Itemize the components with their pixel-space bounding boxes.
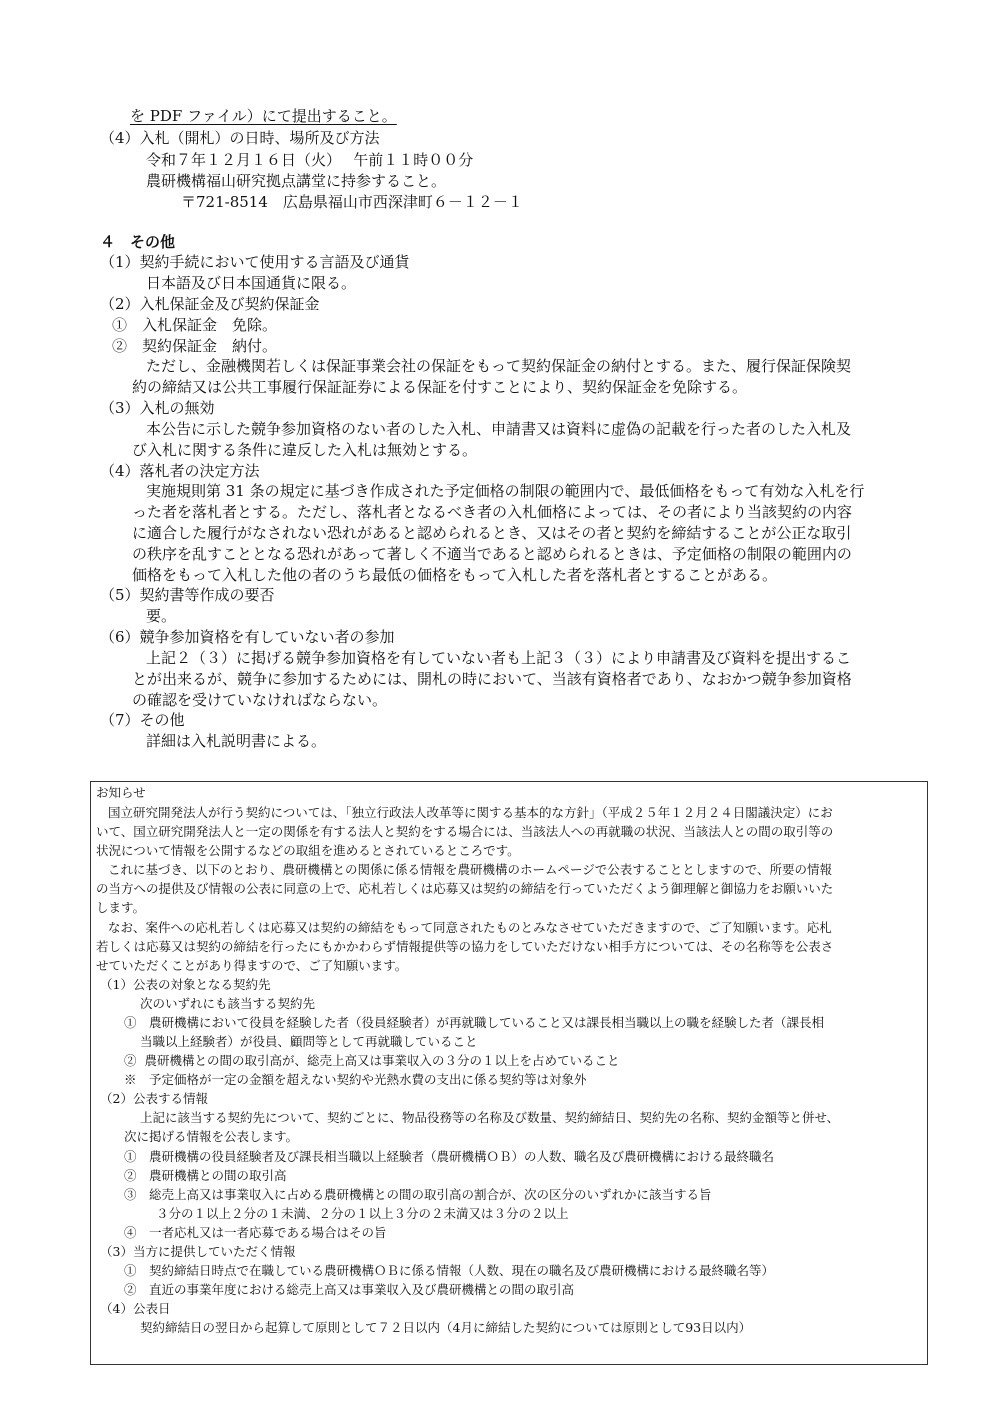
notice-n4-body: 契約締結日の翌日から起算して原則として７２日以内（4月に締結した契約については原則として93日以内）: [140, 1320, 752, 1335]
s4-body-1: 実施規則第 31 条の規定に基づき作成された予定価格の制限の範囲内で、最低価格をもって有効な入札を行: [146, 482, 865, 500]
bid-date: 令和７年１２月１６日（火） 午前１１時００分: [146, 151, 474, 169]
section-4-title: ４ その他: [100, 233, 176, 251]
notice-para-line: します。: [96, 900, 146, 915]
s2-item-2: ② 契約保証金 納付。: [112, 337, 278, 355]
notice-n2-title: （2）公表する情報: [100, 1091, 208, 1106]
notice-n1-item-1: ① 農研機構において役員を経験した者（役員経験者）が再就職していること又は課長相当職以上の職を経験した者（課長相: [124, 1015, 825, 1030]
s7-title: （7）その他: [100, 711, 185, 729]
bid-address: 〒721-8514 広島県福山市西深津町６－１２－１: [181, 193, 523, 211]
bid-place: 農研機構福山研究拠点講堂に持参すること。: [146, 172, 447, 190]
s4-body-4: の秩序を乱すこととなる恐れがあって著しく不適当であると認められるときは、予定価格の制限の範囲内の: [132, 545, 852, 563]
bid-datetime-heading: （4）入札（開札）の日時、場所及び方法: [100, 129, 380, 147]
s4-body-3: に適合した履行がなされない恐れがあると認められるとき、又はその者と契約を締結することが公正な取引: [132, 524, 852, 542]
notice-n2-item-3-cont: ３分の１以上２分の１未満、２分の１以上３分の２未満又は３分の２以上: [156, 1206, 569, 1221]
notice-n3-title: （3）当方に提供していただく情報: [100, 1244, 296, 1259]
s2-body-2: 約の締結又は公共工事履行保証証券による保証を付すことにより、契約保証金を免除する。: [132, 378, 748, 396]
notice-para-line: いて、国立研究開発法人と一定の関係を有する法人と契約をする場合には、当該法人への再就職の状況、当該法人との間の取引等の: [96, 824, 834, 839]
notice-n1-lead: 次のいずれにも該当する契約先: [140, 996, 316, 1011]
s6-body-3: の確認を受けていなければならない。: [132, 691, 388, 709]
s6-body-2: とが出来るが、競争に参加するためには、開札の時において、当該有資格者であり、なおかつ競争参加資格: [132, 670, 852, 688]
notice-n2-item-1: ① 農研機構の役員経験者及び課長相当職以上経験者（農研機構ＯＢ）の人数、職名及び農研機構における最終職名: [124, 1149, 775, 1164]
notice-para-line: 若しくは応募又は契約の締結を行ったにもかかわらず情報提供等の協力をしていただけない相手方については、その名称等を公表さ: [96, 939, 834, 954]
notice-n3-item-2: ② 直近の事業年度における総売上高又は事業収入及び農研機構との間の取引高: [124, 1282, 575, 1297]
notice-n1-item-1-cont: 当職以上経験者）が役員、顧問等として再就職していること: [140, 1034, 478, 1049]
s2-body-1: ただし、金融機関若しくは保証事業会社の保証をもって契約保証金の納付とする。また、履行保証保険契: [146, 357, 852, 375]
notice-n4-title: （4）公表日: [100, 1301, 171, 1316]
notice-n2-lead: 上記に該当する契約先について、契約ごとに、物品役務等の名称及び数量、契約締結日、契約先の名称、契約金額等と併せ、: [140, 1110, 840, 1125]
s4-body-5: 価格をもって入札した他の者のうち最低の価格をもって入札した者を落札者とすることがある。: [132, 566, 778, 584]
submission-method-tail: を PDF ファイル）にて提出すること。: [130, 107, 397, 125]
s5-title: （5）契約書等作成の要否: [100, 586, 275, 604]
notice-para-line: これに基づき、以下のとおり、農研機構との関係に係る情報を農研機構のホームページで公表することとしますので、所要の情報: [108, 862, 833, 877]
s5-body: 要。: [146, 607, 177, 625]
s4-body-2: った者を落札者とする。ただし、落札者となるべき者の入札価格によっては、その者により当該契約の内容: [132, 503, 853, 521]
notice-n2-item-2: ② 農研機構との間の取引高: [124, 1168, 287, 1183]
notice-para-line: の当方への提供及び情報の公表に同意の上で、応札若しくは応募又は契約の締結を行っていただくよう御理解と御協力をお願いいた: [96, 881, 834, 896]
notice-n3-item-1: ① 契約締結日時点で在職している農研機構ＯＢに係る情報（人数、現在の職名及び農研機構における最終職名等）: [124, 1263, 775, 1278]
notice-n2-item-4: ④ 一者応札又は一者応募である場合はその旨: [124, 1225, 387, 1240]
s1-body: 日本語及び日本国通貨に限る。: [146, 274, 357, 292]
s2-title: （2）入札保証金及び契約保証金: [100, 295, 320, 313]
s7-body: 詳細は入札説明書による。: [146, 732, 327, 750]
notice-n2-lead-cont: 次に掲げる情報を公表します。: [124, 1129, 299, 1144]
notice-n1-note: ※ 予定価格が一定の金額を超えない契約や光熱水費の支出に係る契約等は対象外: [124, 1072, 587, 1087]
notice-para-line: 国立研究開発法人が行う契約については、「独立行政法人改革等に関する基本的な方針」（平成２５年１２月２４日閣議決定）にお: [108, 805, 833, 820]
s6-title: （6）競争参加資格を有していない者の参加: [100, 628, 395, 646]
s3-body-1: 本公告に示した競争参加資格のない者のした入札、申請書又は資料に虚偽の記載を行った者のした入札及: [146, 420, 852, 438]
s1-title: （1）契約手続において使用する言語及び通貨: [100, 253, 410, 271]
notice-n1-title: （1）公表の対象となる契約先: [100, 977, 271, 992]
s6-body-1: 上記２（３）に掲げる競争参加資格を有していない者も上記３（３）により申請書及び資料を提出するこ: [146, 649, 852, 667]
notice-title: お知らせ: [96, 785, 146, 800]
s3-body-2: び入札に関する条件に違反した入札は無効とする。: [132, 441, 478, 459]
notice-n2-item-3: ③ 総売上高又は事業収入に占める農研機構との間の取引高の割合が、次の区分のいずれかに該当する旨: [124, 1187, 712, 1202]
notice-para-line: 状況について情報を公開するなどの取組を進めるとされているところです。: [96, 843, 520, 858]
notice-para-line: なお、案件への応札若しくは応募又は契約の締結をもって同意されたものとみなさせていただきますので、ご了知願います。応札: [108, 920, 832, 935]
s2-item-1: ① 入札保証金 免除。: [112, 316, 278, 334]
s4-title: （4）落札者の決定方法: [100, 462, 260, 480]
notice-para-line: せていただくことがあり得ますので、ご了知願います。: [96, 958, 408, 973]
s3-title: （3）入札の無効: [100, 399, 215, 417]
notice-n1-item-2: ② 農研機構との間の取引高が、総売上高又は事業収入の３分の１以上を占めていること: [124, 1053, 620, 1068]
